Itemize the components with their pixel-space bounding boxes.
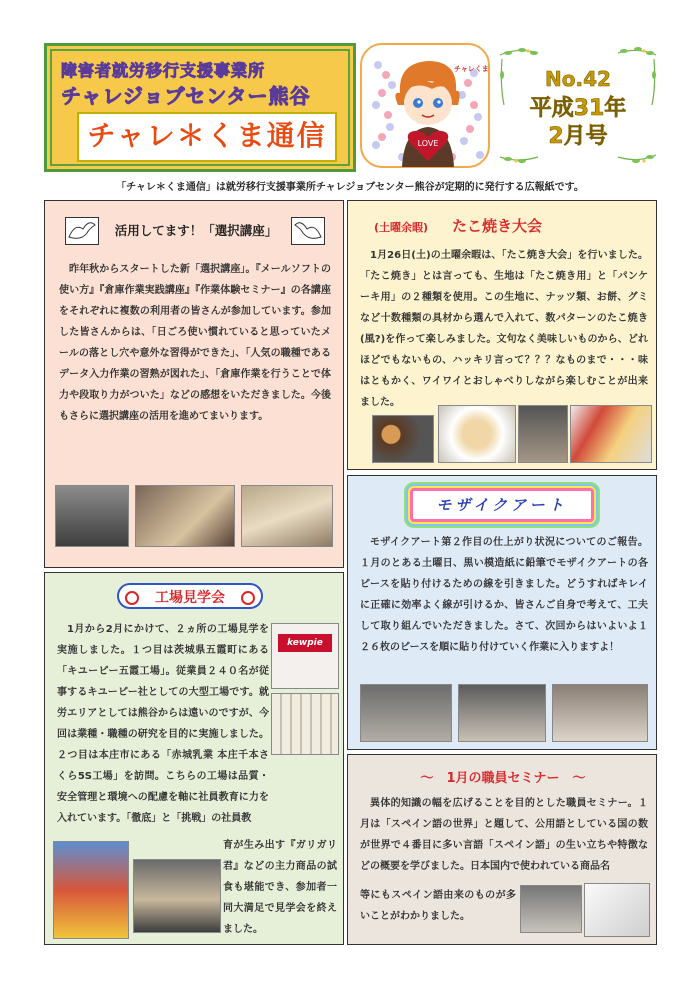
section-title: たこ焼き大会 xyxy=(452,217,543,235)
selection-course-section xyxy=(44,200,344,568)
mascot-badge-text: チャレくま xyxy=(454,65,489,73)
issue-year: 平成31年 xyxy=(529,96,627,121)
photo-mosaic-1 xyxy=(360,684,452,742)
photo-participants xyxy=(518,405,568,463)
photo-handout xyxy=(584,883,650,937)
masthead xyxy=(44,43,356,172)
section-title: ～ 1月の職員セミナー ～ xyxy=(420,771,586,786)
photo-group xyxy=(133,859,221,933)
section-tag: (土曜余暇) xyxy=(374,221,429,234)
tagline: 「チャレ＊くま通信」は就労移行支援事業所チャレジョブセンター熊谷が定期的に発行する広報紙です。 xyxy=(116,182,584,193)
photo-takoyaki-plate xyxy=(438,405,516,463)
newsletter-title: チャレ＊くま通信 xyxy=(77,112,337,162)
section-title: モザイクアート xyxy=(436,496,568,514)
title-frame xyxy=(117,583,263,609)
issue-number: No.42 xyxy=(545,67,611,91)
photo-laptop xyxy=(55,485,129,547)
section-body-a: 1月から2月にかけて、２ヵ所の工場見学を実施しました。１つ目は茨城県五霞町にある「キユーピー五霞工場」。従業員２４０名が従事するキユーピー社としての大型工場です。就労エリアとしては熊谷からは遠いのですが、今回は業種・職種の研究を目的に実施しました。２つ目は本庄市にある「赤城乳業 本庄千本さくら5S工場」を訪問。こちらの工場は品質・安全管理と環境への配慮を軸に社員教育に力を入れています。「徹底」と「挑戦」の社員教 xyxy=(57,624,269,824)
mosaic-art-section xyxy=(347,475,657,750)
section-body-a-cont xyxy=(57,757,337,841)
photo-class xyxy=(135,485,235,547)
dove-icon xyxy=(291,217,325,245)
mascot-illustration xyxy=(360,43,490,168)
section-body: 1月26日(土)の土曜余暇は、「たこ焼き大会」を行いました。「たこ焼き」とは言っても、生地は「たこ焼き用」と「パンケーキ用」の２種類を使用。この生地に、ナッツ類、お餅、グミなど十数種類の具材から選んで入れて、数パターンのたこ焼き(風?)を作って楽しみました。文句なく美味しいものから、どれほどでもないもの、ハッキリ言って？？？なものまで・・・味はともかく、ワイワイとおしゃべりしながら楽しむことが出来ました。 xyxy=(360,250,648,408)
issue-month: 2月号 xyxy=(548,124,608,149)
photo-mosaic-3 xyxy=(552,684,648,742)
circle-icon xyxy=(125,591,139,605)
issue-info xyxy=(498,45,658,165)
photo-factory-display xyxy=(271,693,339,755)
staff-seminar-section xyxy=(347,754,657,945)
title-frame xyxy=(410,488,594,522)
section-body-a: 異体的知識の幅を広げることを目的とした職員セミナー。１月は「スペイン語の世界」と題して、公用語としている国の数が世界で４番目に多い言語「スペイン語」の生い立ちや特徴などの概要を学びました。日本国内で使われている商品名 xyxy=(360,798,648,872)
dove-icon xyxy=(65,217,99,245)
takoyaki-section xyxy=(347,200,657,470)
photo-warehouse xyxy=(241,485,333,547)
org-name-line1: 障害者就労移行支援事業所 xyxy=(61,61,266,80)
org-name-line2: チャレジョブセンター熊谷 xyxy=(61,84,311,108)
section-title: 工場見学会 xyxy=(155,590,225,606)
section-title: 活用してます！「選択講座」 xyxy=(114,223,278,238)
photo-seminar xyxy=(520,885,582,933)
factory-tour-section xyxy=(44,572,344,945)
mascot-heart-text: LOVE xyxy=(417,139,439,148)
section-body-b: 等にもスペイン語由来のものが多いことがわかりました。 xyxy=(360,890,516,922)
photo-mosaic-2 xyxy=(458,684,546,742)
photo-ingredients xyxy=(570,405,652,463)
photo-kewpie-sign xyxy=(271,623,339,689)
photo-gari-gari-kun xyxy=(53,841,129,939)
kewpie-sign-text: kewpie xyxy=(278,634,332,652)
section-body: モザイクアート第２作目の仕上がり状況についてのご報告。１月のとある土曜日、黒い模造紙に鉛筆でモザイクアートの各ピースを貼り付けるための線を引きました。どうすればキレイに正確に効率よく線が引けるか、皆さんご自身で考えて、工夫して取り組んでいただきました。さて、次回からはいよいよ１２６枚のピースを順に貼り付けていく作業に入りますよ！ xyxy=(360,537,648,653)
section-body-b: 育が生み出す『ガリガリ君』などの主力商品の試食も堪能でき、参加者一同大満足で見学会を終えました。 xyxy=(223,840,337,935)
section-body: 昨年秋からスタートした新「選択講座」。『メールソフトの使い方』『倉庫作業実践講座』『作業体験セミナー』の各講座をそれぞれに複数の利用者の皆さんが参加しています。参加した皆さんからは、「日ごろ使い慣れていると思っていたメールの落とし穴や意外な習得ができた」、「人気の職種であるデータ入力作業の習熟が図れた」、「倉庫作業を行うことで体力や段取り力がついた」などの感想をいただきました。今後もさらに選択講座の活用を進めてまいります。 xyxy=(59,264,331,422)
circle-icon xyxy=(241,591,255,605)
photo-takoyaki-pan xyxy=(372,415,434,463)
